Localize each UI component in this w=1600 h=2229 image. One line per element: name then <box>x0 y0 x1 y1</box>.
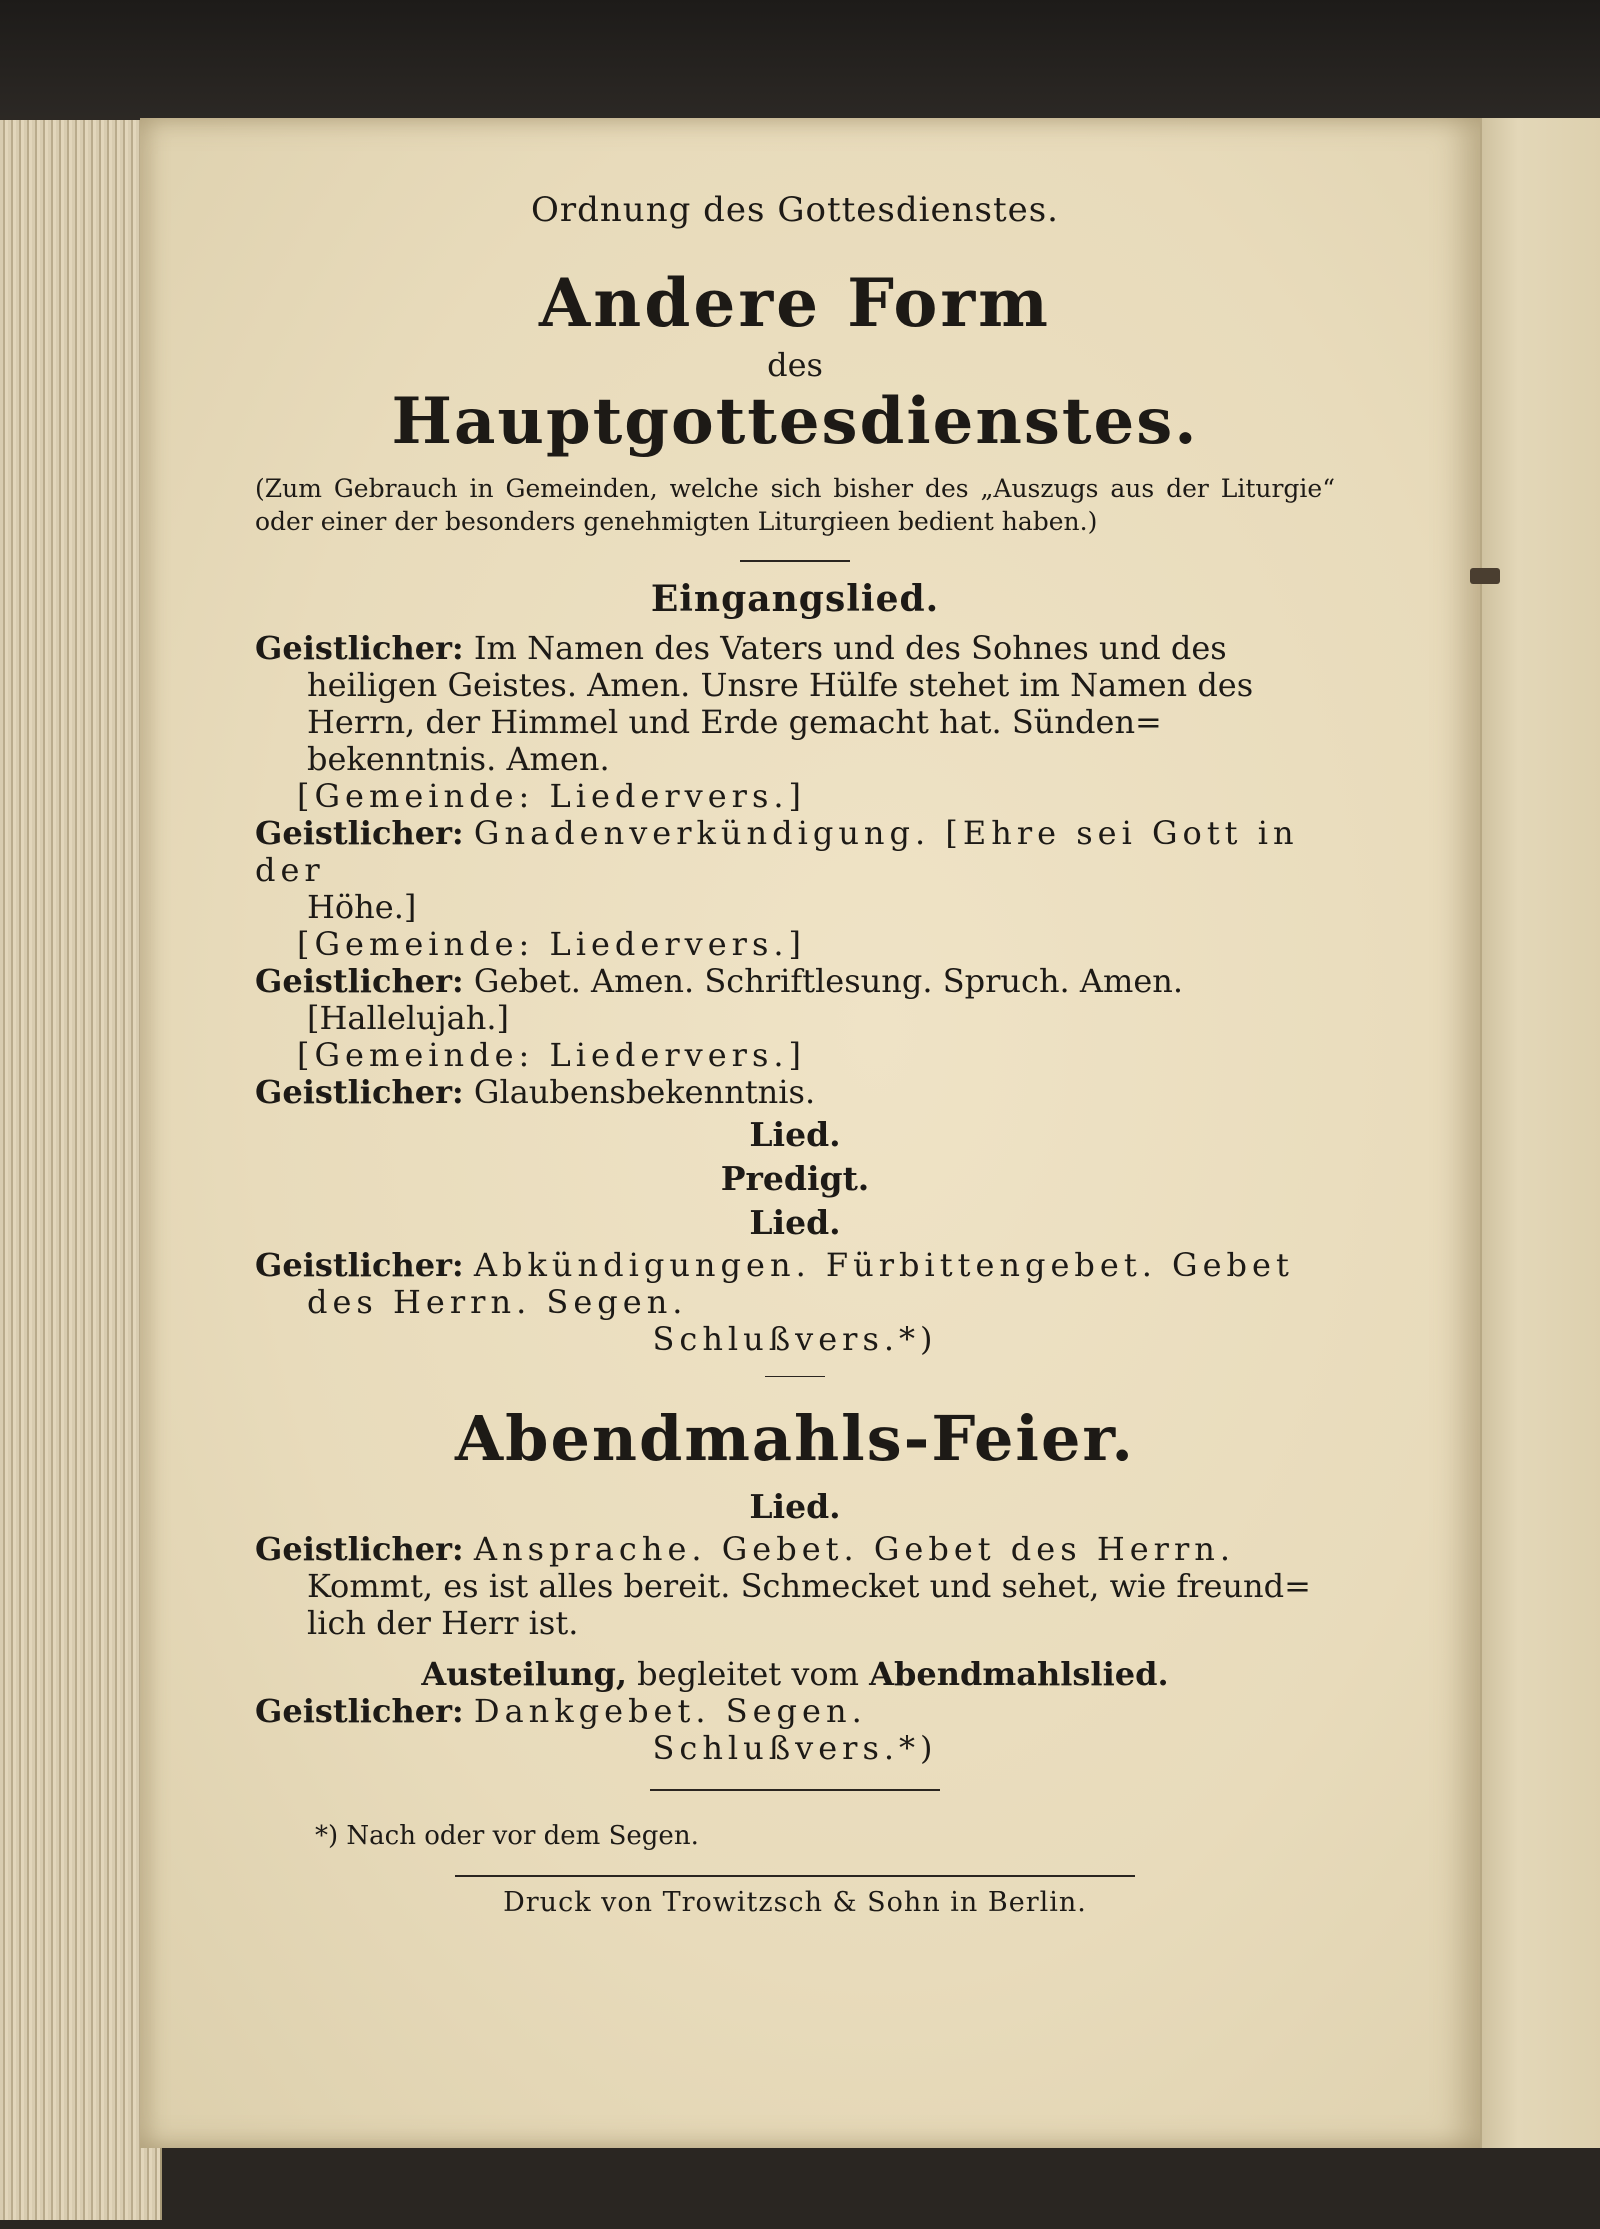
line-text: Gebet. Amen. Schriftlesung. Spruch. Amen. <box>473 962 1184 1000</box>
speaker-label: Geistlicher: <box>255 1692 464 1731</box>
footnote: *) Nach oder vor dem Segen. <box>315 1821 699 1852</box>
text-line: heiligen Geistes. Amen. Unsre Hülfe stehet im Namen des <box>307 666 1254 704</box>
text-line: Herrn, der Himmel und Erde gemacht hat. Sünden= <box>307 703 1162 741</box>
title-line-2: des <box>767 346 823 384</box>
heading-lied: Lied. <box>749 1115 841 1154</box>
facing-page-edge <box>1480 118 1600 2148</box>
text-line: des Herrn. Segen. <box>307 1283 688 1321</box>
speaker-label: Geistlicher: <box>255 1246 464 1284</box>
text-line: Schlußvers.*) <box>652 1320 938 1358</box>
text-line: [Hallelujah.] <box>307 999 509 1037</box>
speaker-label: Geistlicher: <box>255 1530 464 1569</box>
text-line <box>255 1074 1335 1111</box>
line-text: begleitet vom <box>627 1655 870 1694</box>
page-stack-edge <box>0 120 162 2220</box>
divider <box>740 560 850 562</box>
line-text: Abkündigungen. Fürbittengebet. Gebet <box>473 1246 1294 1284</box>
running-header: Ordnung des Gottesdienstes. <box>531 190 1059 230</box>
text-line <box>255 1693 1335 1730</box>
speaker-label: Geistlicher: <box>255 629 464 667</box>
speaker-label: Geistlicher: <box>255 1073 464 1111</box>
line-text: Glaubensbekenntnis. <box>473 1073 816 1111</box>
text-line <box>255 963 1335 1000</box>
line-text: Ansprache. Gebet. Gebet des Herrn. <box>473 1530 1236 1569</box>
text-line: [Gemeinde: Liedervers.] <box>297 1036 807 1074</box>
heading-lied: Lied. <box>749 1203 841 1242</box>
text-line: Höhe.] <box>307 888 417 926</box>
text-line <box>255 630 1335 667</box>
text-line: bekenntnis. Amen. <box>307 740 610 778</box>
heading-predigt: Predigt. <box>720 1159 870 1198</box>
line-text: Dankgebet. Segen. <box>473 1692 867 1731</box>
text-line: Schlußvers.*) <box>652 1729 938 1768</box>
line-text: Gnadenverkündigung. [Ehre sei Gott in der <box>255 814 1299 889</box>
text-line: lich der Herr ist. <box>307 1604 579 1643</box>
text-line <box>255 815 1335 889</box>
divider <box>765 1376 825 1377</box>
section-heading-abendmahl: Abendmahls-Feier. <box>454 1402 1135 1475</box>
text-line <box>255 1531 1335 1568</box>
title-line-3: Hauptgottesdienstes. <box>391 384 1199 459</box>
text-line <box>255 1656 1335 1693</box>
text-line: [Gemeinde: Liedervers.] <box>297 777 807 815</box>
divider <box>455 1875 1135 1877</box>
printer-imprint: Druck von Trowitzsch & Sohn in Berlin. <box>503 1887 1087 1919</box>
speaker-label: Geistlicher: <box>255 962 464 1000</box>
line-text: Im Namen des Vaters und des Sohnes und des <box>473 629 1227 667</box>
text-line: Kommt, es ist alles bereit. Schmecket und sehet, wie freund= <box>307 1567 1311 1606</box>
page-tab-mark <box>1470 568 1500 584</box>
title-line-1: Andere Form <box>539 264 1051 342</box>
bold-phrase: Austeilung, <box>421 1655 627 1694</box>
page-content <box>255 190 1335 1918</box>
text-line <box>255 1247 1335 1284</box>
heading-lied: Lied. <box>749 1487 841 1527</box>
text-line: [Gemeinde: Liedervers.] <box>297 925 807 963</box>
bold-phrase: Abendmahlslied. <box>869 1655 1169 1694</box>
section-heading-eingangslied: Eingangslied. <box>650 578 940 620</box>
divider <box>650 1789 940 1791</box>
usage-note: (Zum Gebrauch in Gemeinden, welche sich bisher des „Auszugs aus der Liturgie“ oder einer der besonders genehmigten Liturgieen bedient haben.) <box>255 474 1335 536</box>
speaker-label: Geistlicher: <box>255 814 464 852</box>
